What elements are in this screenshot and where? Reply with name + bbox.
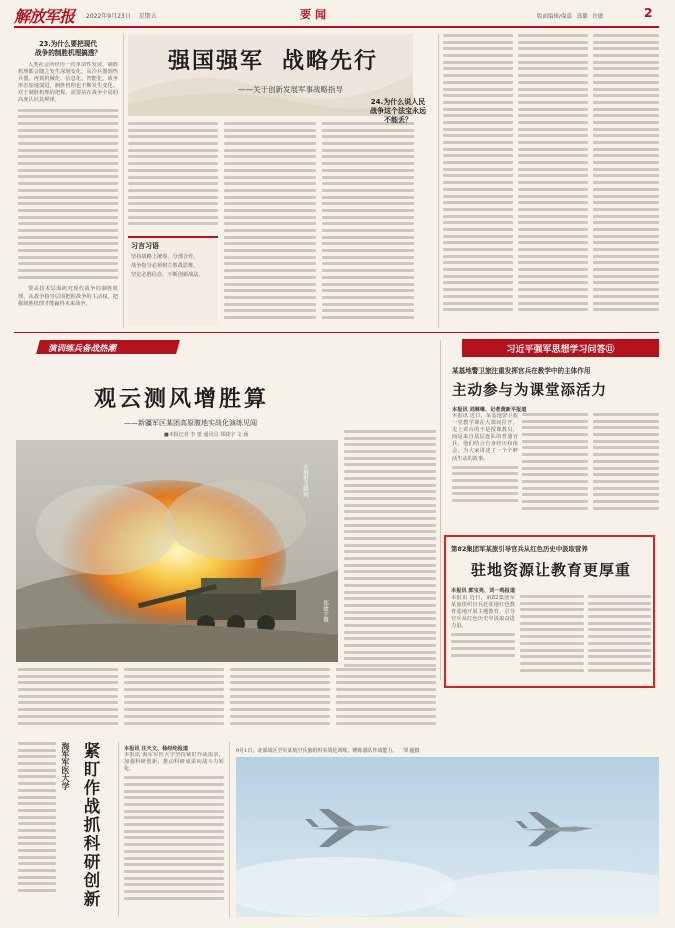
column-divider-3: [440, 340, 441, 680]
quote-item-3: 坚定必胜信念，不断创新战法。: [131, 272, 204, 278]
banner-title-part1: 强国强军: [168, 49, 265, 74]
highlighted-article-box: [444, 535, 655, 688]
boxed-article-body-col2: [520, 595, 584, 685]
masthead-text: 解放军报: [14, 7, 75, 26]
exercise-article-bottom-col2: [124, 668, 224, 738]
column-divider-1: [123, 34, 124, 328]
page-number-text: 2: [644, 6, 653, 20]
guard-brigade-byline: 本报讯 刘琳琳、记者黄新平报道: [452, 407, 527, 413]
guard-brigade-kicker: 某基地警卫旅注重发挥官兵在教学中的主体作用: [452, 367, 591, 375]
q23-filler: [18, 109, 118, 283]
q23-para2: 要从技术层面研究现代战争的制胜机理，从战争指导层面把握战争的主动权，把握制胜机理才能赢得未来战争。: [18, 286, 118, 307]
photo-caption-vertical: 火炮射击瞬间。: [302, 464, 308, 503]
section-name: [300, 6, 330, 22]
q23-title: [18, 40, 118, 58]
study-qa-banner: [462, 339, 659, 357]
guard-brigade-title: 主动参与为课堂添活力: [452, 383, 607, 399]
boxed-article-byline: 本报讯 郭宝亮、刘一鸣报道: [451, 588, 516, 594]
aircraft-caption: [236, 747, 656, 754]
exercise-article-col1: [344, 430, 436, 680]
exercise-article-bottom-col3: [230, 668, 330, 738]
guard-brigade-filler: [452, 466, 518, 506]
quote-box: [128, 236, 218, 326]
q24-title-line1: 24.为什么说人民: [370, 98, 426, 106]
aircraft-credit: 邹 超摄: [402, 748, 420, 754]
q23-title-line1: 23.为什么要把现代: [39, 40, 97, 48]
exercise-article-bottom-col1: [18, 668, 118, 738]
exercise-article-bottom-col4: [336, 668, 436, 738]
q24-title-line3: 不能丢？: [384, 116, 412, 125]
banner-title: [168, 44, 378, 75]
q24-body-col3: [593, 34, 659, 328]
strategy-article-col3: [322, 122, 414, 328]
q23-body: [18, 62, 118, 320]
issue-date: [86, 11, 157, 20]
navy-medical-filler: [124, 776, 224, 903]
q24-title-line2: 战争这个法宝永远: [370, 107, 426, 116]
aircraft-photo: [236, 757, 659, 917]
bottom-divider-mid: [229, 742, 230, 917]
exercise-headline: 观云测风增胜算: [94, 387, 270, 412]
photo-credit-vertical: 郑婕宇摄: [322, 600, 328, 622]
editor-name-3: 许敏: [592, 14, 604, 20]
aircraft-caption-text: 9月1日，北部战区空军某航空兵旅组织实战化训练，锤炼部队作战能力。: [236, 748, 398, 754]
guard-brigade-lead: 本报讯 近日，某基地警卫旅一堂教学课在大课间拉开。走上讲台的不是授课教员，而是来自基层连队的普通官兵，他们结合自身经历和体会，为大家讲述了一个个鲜活生动的故事。: [452, 413, 518, 462]
guard-brigade-body: [452, 413, 518, 525]
navy-medical-small: 海军军医大学: [61, 742, 70, 790]
bottom-divider-left: [118, 742, 119, 917]
navy-medical-side-col: [18, 742, 56, 917]
boxed-article-title: 驻地资源让教育更厚重: [470, 561, 631, 579]
artillery-photo-image: [16, 440, 338, 662]
quote-item-1: 坚持战略上统筹、分部合作。: [131, 254, 199, 260]
quote-box-title: 习言习语: [131, 242, 159, 250]
q24-body-col2: [518, 34, 588, 328]
aircraft-photo-image: [236, 757, 659, 917]
artillery-photo: [16, 440, 338, 662]
navy-medical-lead: 本报讯 海军军医大学坚持紧盯作战需求，加强科研创新，推动科研成果向战斗力转化。: [124, 752, 224, 773]
exercise-subtitle: ——新疆军区某团高原腹地实战化演练见闻: [124, 419, 257, 427]
section-rule: [14, 332, 659, 333]
boxed-article-kicker: 第82集团军某旅引导官兵从红色历史中汲取营养: [451, 545, 588, 553]
navy-medical-body: [124, 752, 224, 917]
quote-item-2: 战争指导必须树立胜战思维。: [131, 263, 199, 269]
q24-title: [362, 98, 434, 126]
page-number: [644, 6, 652, 20]
masthead-logo: [14, 4, 94, 26]
boxed-article-body-col3: [588, 595, 651, 685]
banner-title-part2: 战略先行: [282, 49, 379, 74]
editor-label: 版面编辑/保嘉: [537, 14, 572, 20]
editor-line: [537, 12, 603, 20]
column-divider-2: [438, 34, 439, 328]
boxed-article-body-col1: [451, 595, 515, 685]
guard-brigade-col3: [593, 413, 659, 525]
banner-subtitle: ——关于创新发展军事战略指导: [238, 85, 343, 94]
q24-body-col1: [443, 34, 513, 328]
study-qa-title: 习近平强军思想学习问答⑪: [506, 344, 615, 355]
boxed-article-filler: [451, 633, 515, 660]
strategy-article-col2: [224, 122, 316, 328]
navy-medical-byline: 本报讯 汪天文、杨经纶报道: [124, 746, 189, 752]
editor-name-2: 郭璐: [576, 14, 588, 20]
weekday-text: 星期五: [138, 13, 157, 20]
q23-title-line2: 战争的制胜机理搞透？: [35, 49, 101, 57]
guard-brigade-col2: [522, 413, 588, 525]
exercise-tag-text: 演训练兵备战热潮: [48, 344, 117, 354]
boxed-article-lead: 本报讯 近日，第82集团军某旅组织官兵赴驻地红色教育基地开展主题教育，引导官兵从红色历史中汲取奋进力量。: [451, 595, 515, 630]
strategy-article-col1: [128, 122, 218, 232]
date-text: 2022年9月23日: [86, 13, 131, 20]
navy-medical-headline: 紧盯作战抓科研创新: [81, 742, 100, 909]
header-rule: [14, 26, 659, 28]
section-title: 要闻: [300, 8, 330, 21]
q23-para1: 人类社会所经历一次革命性发展，制胜机理都会随之发生深刻变化。从冷兵器到热兵器，再到机械化、信息化、智能化，战争形态加速演进，制胜机理也不断发生变化。对于制胜机理的把握，需要站在战争全局的高度认识其规律。: [18, 62, 118, 104]
exercise-byline: ■本报记者 李 蕾 通讯员 郑婕宇 文 涵: [164, 432, 249, 438]
